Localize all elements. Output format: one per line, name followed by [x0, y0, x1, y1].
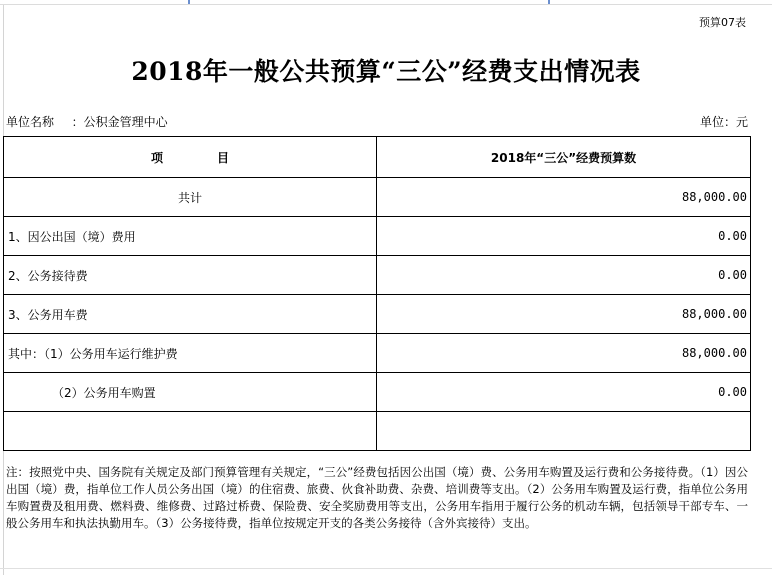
row-label[interactable]: 1、因公出国（境）费用: [4, 217, 377, 256]
page-title: 2018年一般公共预算“三公”经费支出情况表: [131, 57, 641, 86]
table-row: [4, 412, 751, 451]
row-label-total[interactable]: 共计: [4, 178, 377, 217]
row-label[interactable]: 3、公务用车费: [4, 295, 377, 334]
row-amount-total[interactable]: 88,000.00: [377, 178, 751, 217]
column-marker: [548, 0, 550, 4]
bottom-grid-line: [0, 568, 772, 569]
table-header-row: [4, 137, 751, 178]
header-item-part2: 目: [217, 150, 230, 165]
row-label-empty[interactable]: [4, 412, 377, 451]
table-row: [4, 178, 751, 217]
unit-name-value: ：公积金管理中心: [71, 115, 168, 129]
header-item-part1: 项: [150, 150, 163, 165]
table-row: [4, 373, 751, 412]
row-amount[interactable]: 0.00: [377, 373, 751, 412]
expense-table: [3, 136, 751, 451]
row-amount[interactable]: 0.00: [377, 217, 751, 256]
currency-unit: 单位：元: [699, 115, 748, 129]
table-row: [4, 295, 751, 334]
header-item-cell[interactable]: [4, 137, 377, 178]
row-label[interactable]: 其中：（1）公务用车运行维护费: [4, 334, 377, 373]
footnote: 注：按照党中央、国务院有关规定及部门预算管理有关规定，“三公”经费包括因公出国（境）费、公务用车购置及运行费和公务接待费。（1）因公出国（境）费，指单位工作人员公务出国（境）的住宿费、旅费、伙食补助费、杂费、培训费等支出。（2）公务用车购置及运行费，指单位公务用车购置费及租用费、燃料费、维修费、过路过桥费、保险费、安全奖励费用等支出，公务用车指用于履行公务的机动车辆，包括领导干部专车、一般公务用车和执法执勤用车。（3）公务接待费，指单位按规定开支的各类公务接待（含外宾接待）支出。: [6, 465, 748, 530]
row-amount-empty[interactable]: [377, 412, 751, 451]
table-row: [4, 334, 751, 373]
row-label[interactable]: 2、公务接待费: [4, 256, 377, 295]
unit-name-label: 单位名称: [6, 115, 55, 129]
row-amount[interactable]: 88,000.00: [377, 334, 751, 373]
row-amount[interactable]: 88,000.00: [377, 295, 751, 334]
row-label[interactable]: （2）公务用车购置: [4, 373, 377, 412]
header-budget-cell[interactable]: 2018年“三公”经费预算数: [377, 137, 751, 178]
unit-name: [6, 113, 168, 130]
top-grid-strip: [0, 0, 772, 5]
column-marker: [188, 0, 190, 4]
table-row: [4, 217, 751, 256]
row-amount[interactable]: 0.00: [377, 256, 751, 295]
form-code: 预算07表: [699, 16, 746, 29]
table-row: [4, 256, 751, 295]
